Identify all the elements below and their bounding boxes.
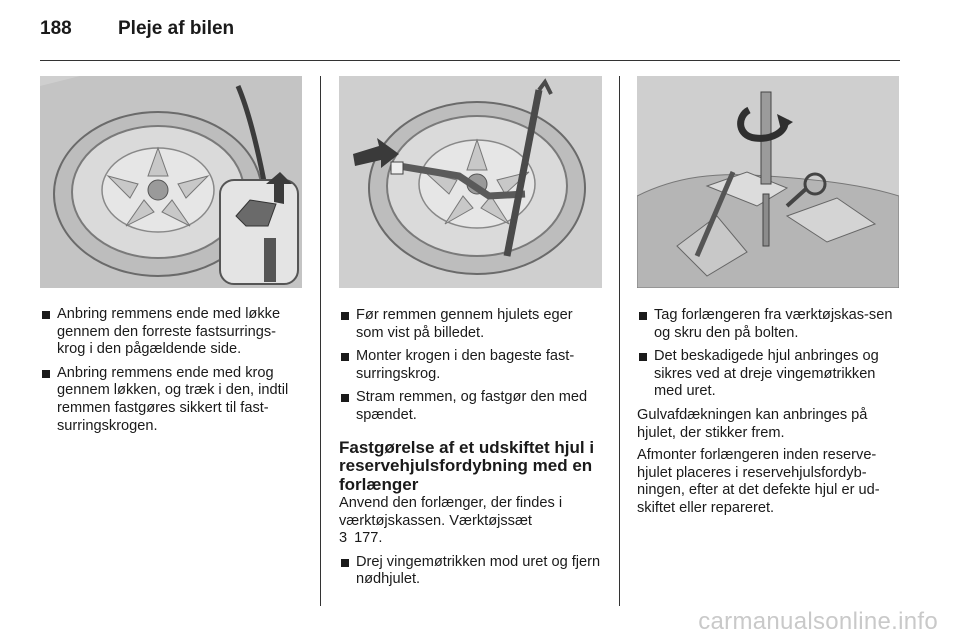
cross-reference-icon: 3 <box>339 530 348 547</box>
paragraph: Afmonter forlængeren inden reserve-hjulet placeres i reservehjulsfordyb-ningen, efter at det defekte hjul er ud-skiftet eller repareret. <box>637 447 880 516</box>
list-item: Det beskadigede hjul anbringes og sikres ved at dreje vingemøtrikken med uret. <box>637 348 899 401</box>
illustration-spare-wheel-loop <box>40 76 302 288</box>
figure-wheel-strap-loop <box>40 76 302 288</box>
illustration-wheel-well-extension <box>637 76 899 288</box>
column-divider <box>320 76 321 606</box>
column-3 <box>637 76 899 523</box>
column-1 <box>40 76 302 441</box>
cross-reference-page[interactable]: 177. <box>354 530 383 547</box>
page-number: 188 <box>40 18 72 39</box>
figure-wheel-strap-spokes <box>339 76 602 288</box>
bullet-list <box>339 554 602 589</box>
column-1-text <box>40 306 302 435</box>
intro-paragraph <box>339 495 602 548</box>
illustration-spare-wheel-strap <box>339 76 602 288</box>
header-rule <box>40 60 900 61</box>
list-item: Anbring remmens ende med krog gennem løkken, og træk i den, indtil remmen fastgøres sikkert til fast-surringskrogen. <box>40 365 302 435</box>
page-header <box>40 18 234 48</box>
list-item: Drej vingemøtrikken mod uret og fjern nødhjulet. <box>339 554 602 589</box>
column-3-text <box>637 307 899 518</box>
paragraph: Gulvafdækningen kan anbringes på hjulet, der stikker frem. <box>637 406 868 441</box>
column-divider <box>619 76 620 606</box>
column-2-text <box>339 307 602 589</box>
bullet-list <box>637 307 899 401</box>
list-item: Stram remmen, og fastgør den med spændet. <box>339 389 602 424</box>
page-title: Pleje af bilen <box>118 18 235 39</box>
watermark-text: carmanualsonline.info <box>698 608 938 635</box>
column-2 <box>339 76 602 595</box>
list-item: Monter krogen i den bageste fast-surringskrog. <box>339 348 602 383</box>
bullet-list <box>339 307 602 425</box>
list-item: Anbring remmens ende med løkke gennem den forreste fastsurrings-krog i den pågældende side. <box>40 306 302 359</box>
bullet-list <box>40 306 302 435</box>
figure-extension-bolt <box>637 76 899 288</box>
list-item: Før remmen gennem hjulets eger som vist på billedet. <box>339 307 602 342</box>
section-heading: Fastgørelse af et udskiftet hjul i reservehjulsfordybning med en forlænger <box>339 437 595 494</box>
list-item: Tag forlængeren fra værktøjskas-sen og skru den på bolten. <box>637 307 899 342</box>
intro-text: Anvend den forlænger, der findes i værktøjskassen. Værktøjssæt <box>339 495 563 529</box>
